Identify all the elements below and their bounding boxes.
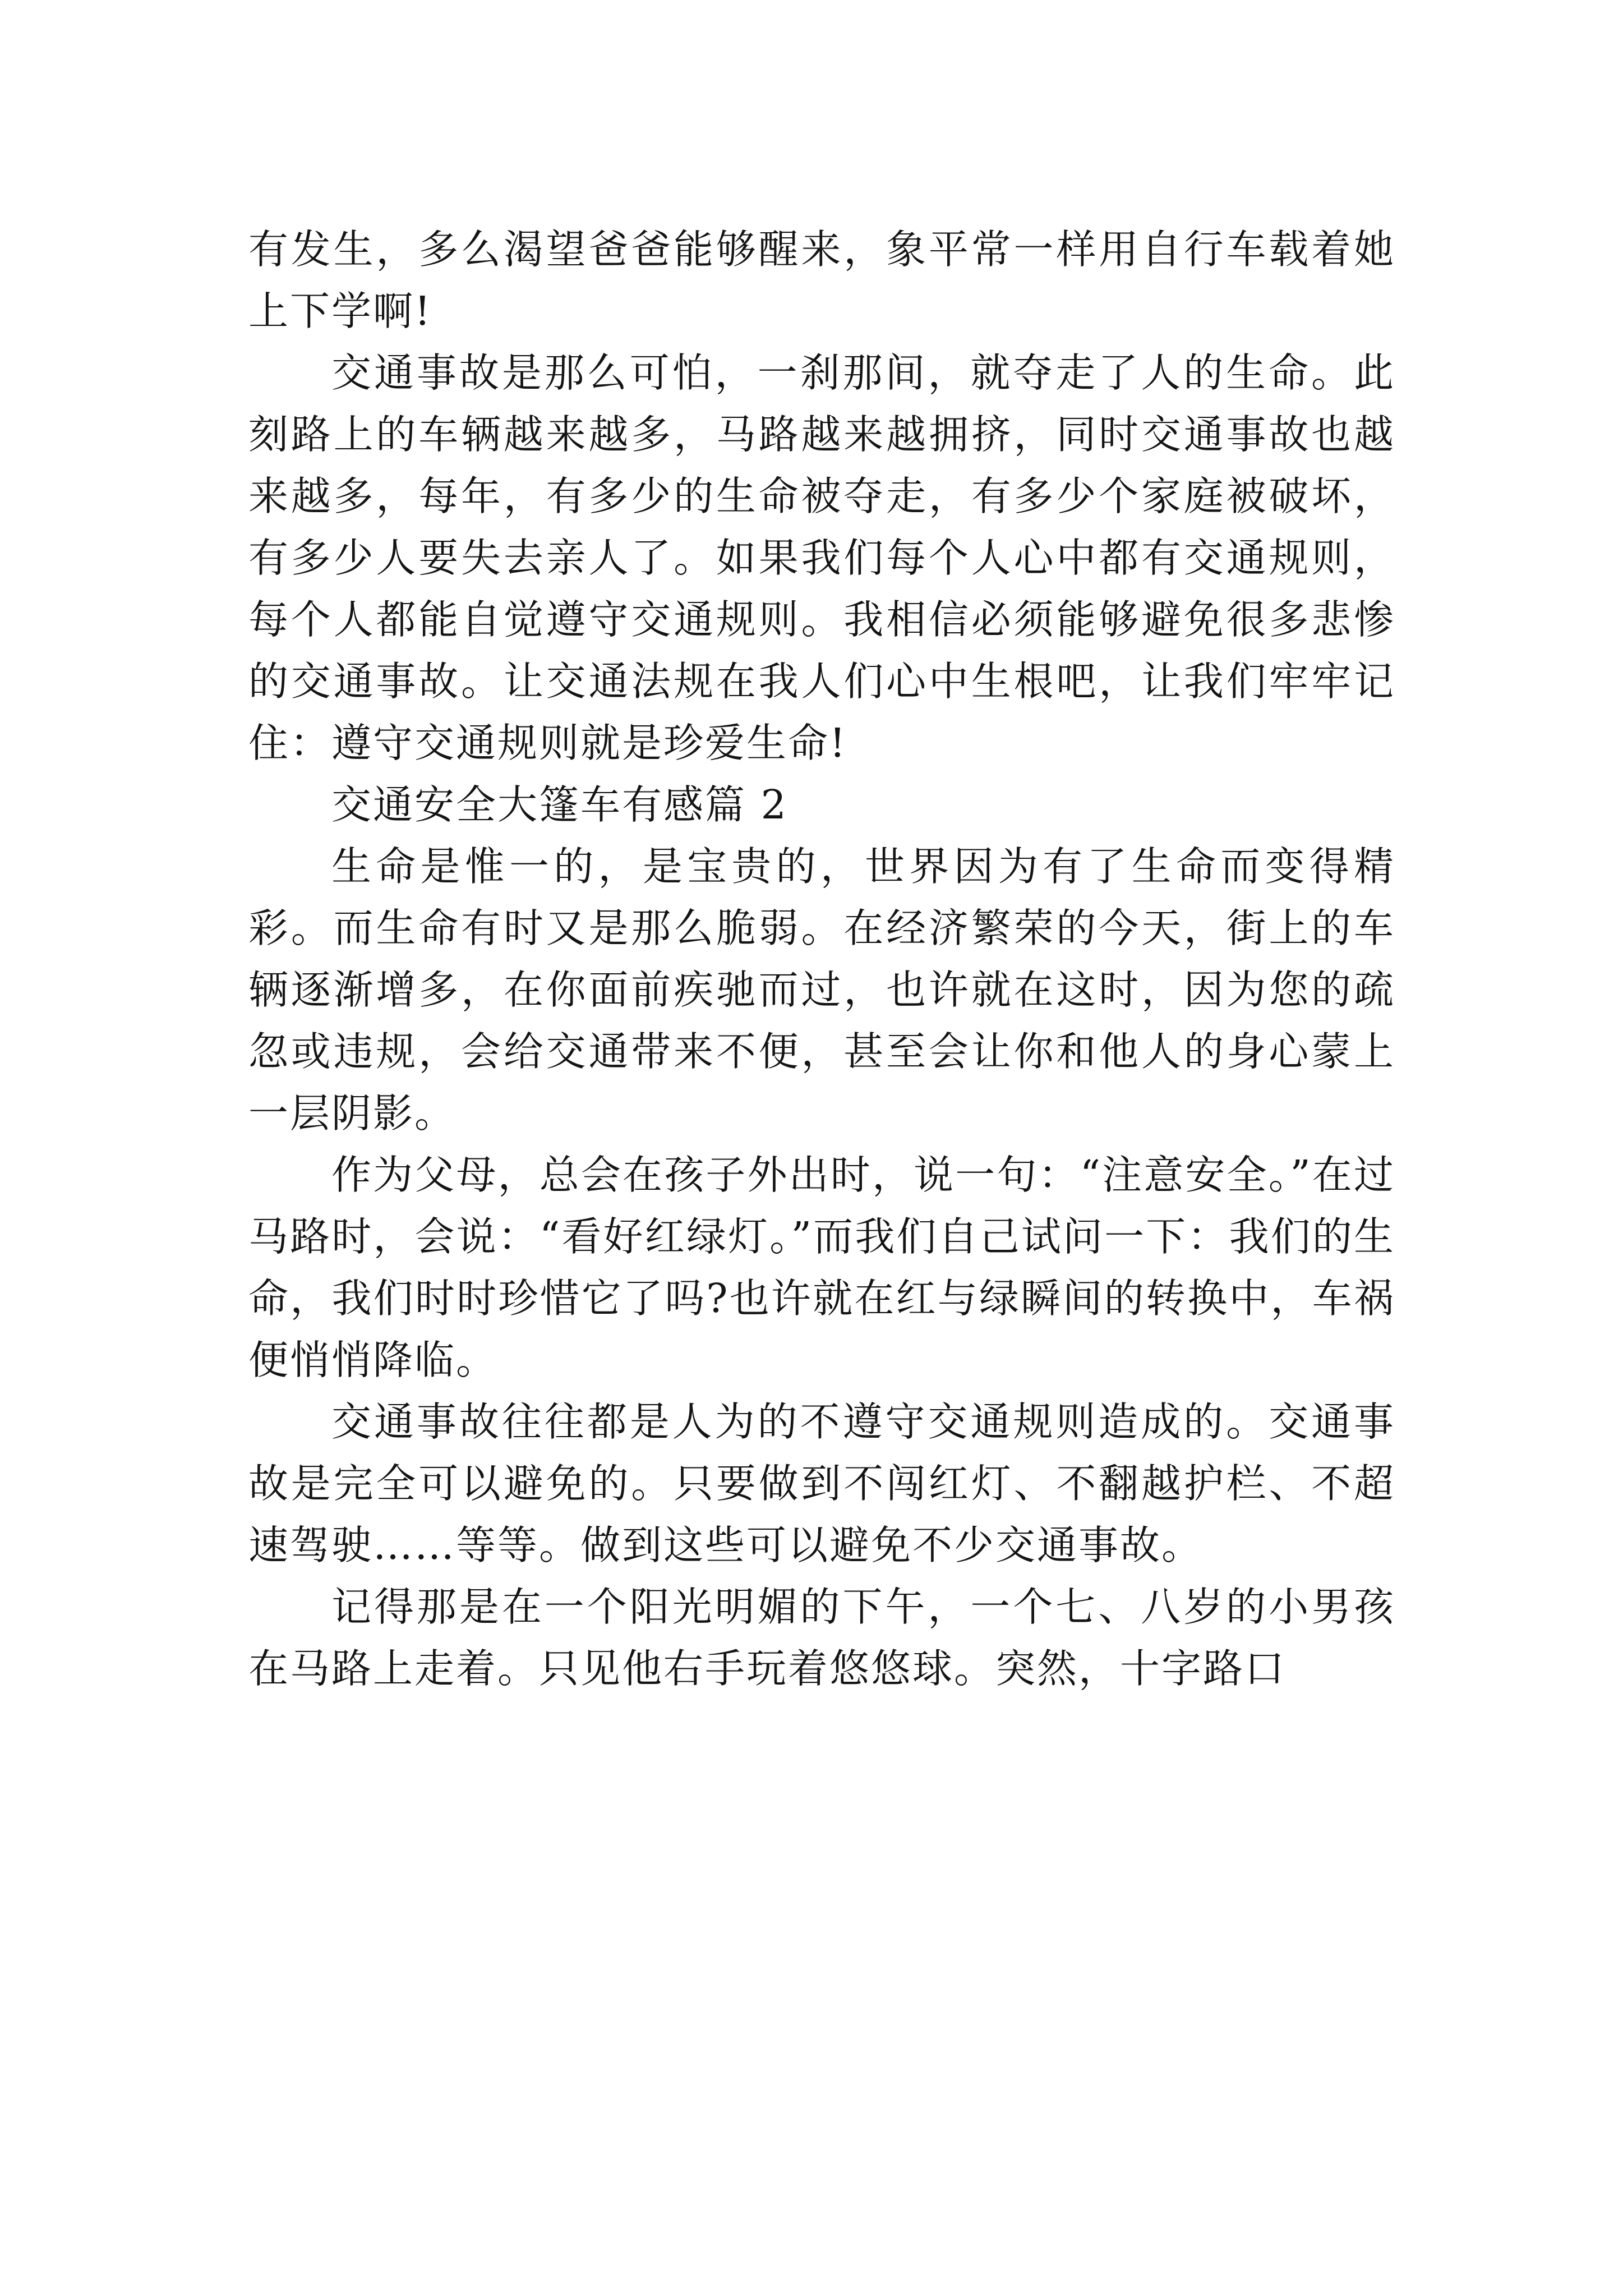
paragraph-parents: 作为父母，总会在孩子外出时，说一句：“注意安全。”在过马路时，会说：“看好红绿灯。”而我们自己试问一下：我们的生命，我们时时珍惜它了吗?也许就在红与绿瞬间的转换中，车祸便悄悄降临。: [248, 1152, 1395, 1383]
document-body: [248, 219, 1395, 1700]
section-heading: 交通安全大篷车有感篇 2: [331, 781, 788, 828]
paragraph-memory: 记得那是在一个阳光明媚的下午，一个七、八岁的小男孩在马路上走着。只见他右手玩着悠悠球。突然，十字路口: [248, 1584, 1395, 1692]
paragraph-avoidable: 交通事故往往都是人为的不遵守交通规则造成的。交通事故是完全可以避免的。只要做到不闯红灯、不翻越护栏、不超速驾驶……等等。做到这些可以避免不少交通事故。: [248, 1398, 1395, 1568]
paragraph-life-precious: 生命是惟一的，是宝贵的，世界因为有了生命而变得精彩。而生命有时又是那么脆弱。在经济繁荣的今天，街上的车辆逐渐增多，在你面前疾驰而过，也许就在这时，因为您的疏忽或违规，会给交通带来不便，甚至会让你和他人的身心蒙上一层阴影。: [248, 843, 1395, 1137]
paragraph-traffic-accidents: 交通事故是那么可怕，一刹那间，就夺走了人的生命。此刻路上的车辆越来越多，马路越来越拥挤，同时交通事故也越来越多，每年，有多少的生命被夺走，有多少个家庭被破坏，有多少人要失去亲人了。如果我们每个人心中都有交通规则，每个人都能自觉遵守交通规则。我相信必须能够避免很多悲惨的交通事故。让交通法规在我人们心中生根吧，让我们牢牢记住：遵守交通规则就是珍爱生命!: [248, 349, 1395, 766]
paragraph-continued: 有发生，多么渴望爸爸能够醒来，象平常一样用自行车载着她上下学啊!: [248, 226, 1395, 334]
